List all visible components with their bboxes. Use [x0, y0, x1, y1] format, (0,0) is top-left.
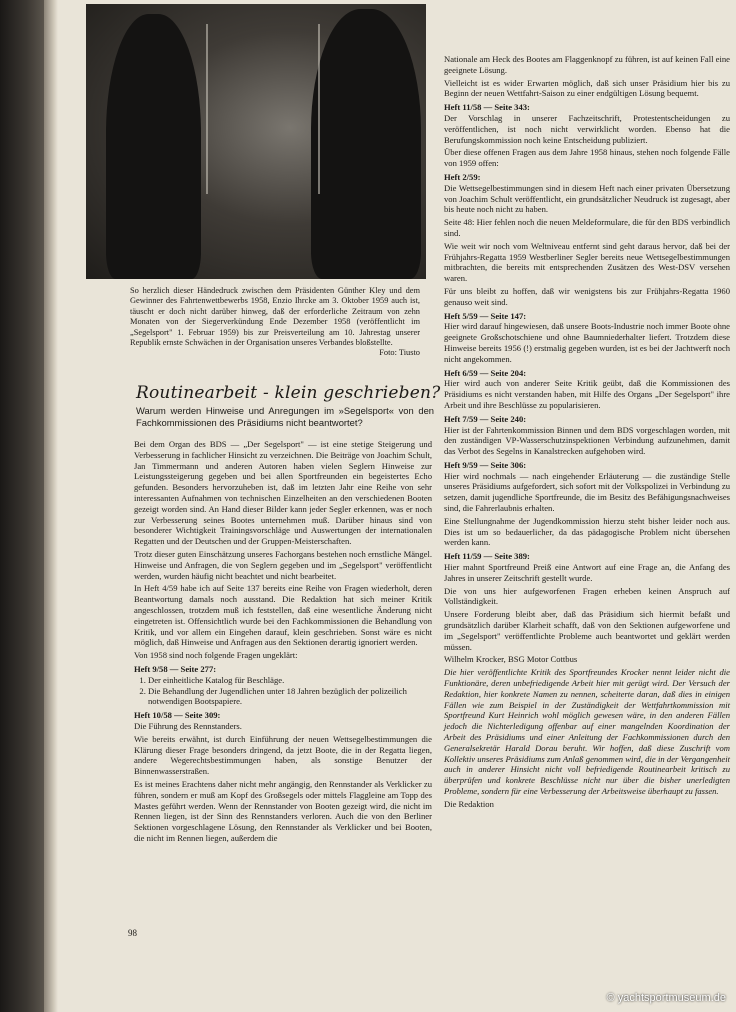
issue-heading: Heft 6/59 — Seite 204: [444, 367, 527, 378]
left-column [134, 439, 432, 846]
right-paragraph: Unsere Forderung bleibt aber, daß das Präsidium sich hiermit befaßt und grundsätzlich darüber Klarheit schafft, daß von den Sektionen aufgeworfene und im „Segelsport" veröffentlichte Probleme auch beantwortet und geklärt werden müssen. [444, 609, 730, 652]
issue-heading: Heft 5/59 — Seite 147: [444, 310, 527, 321]
right-paragraph: Hier ist der Fahrtenkommission Binnen und dem BDS vorgeschlagen worden, mit den zuständigen VP-Wasserschutzinspektionen Verbindung aufzunehmen, damit das Verbot des Segelns in Kanalstrecken aufgehoben wird. [444, 424, 730, 457]
right-paragraph: Für uns bleibt zu hoffen, daß wir wenigstens bis zur Frühjahrs-Regatta 1960 genauso weit sind. [444, 285, 730, 307]
photo-caption [130, 286, 420, 359]
book-spine-shadow [0, 0, 44, 1012]
right-paragraph: Der Vorschlag in unserer Fachzeitschrift, Protestentscheidungen zu veröffentlichen, ist noch nicht verwirklicht worden. Ebenso hat die Berufungskommission noch keine Entscheidung publiziert. [444, 112, 730, 145]
page-gutter [44, 0, 58, 1012]
right-paragraph: Über diese offenen Fragen aus dem Jahre 1958 hinaus, stehen noch folgende Fälle von 1959 offen: [444, 147, 730, 169]
ship-model-shape [206, 24, 320, 194]
editorial-note: Die hier veröffentlichte Kritik des Sportfreundes Krocker nennt leider nicht die Funktionäre, deren unbefriedigende Arbeit hier mit gerügt wird. Der Versuch der Redaktion, hier konkrete Namen zu nennen, scheiterte daran, daß dies in einigen Fällen wie zum Beispiel in der Zuständigkeit der Wettfahrtkommission mit Sportfreund Kurt Heinrich wohl möglich gewesen wäre, in den anderen Fällen jedoch die Nichterledigung offenbar auf einer mangelnden Koordination der Arbeit des Präsidiums und einer Anleitung der Fachkommissionen durch den Generalsekretär Harald Dorau beruht. Wir hoffen, daß diese Zuschrift vom Kollektiv unseres Präsidiums zum Anlaß genommen wird, die in der Vergangenheit auch in anderer Hinsicht nicht voll befriedigende Routinearbeit kritisch zu überprüfen und konkrete Beschlüsse nicht nur über die bisher unerledigten Probleme, sondern für eine Verbesserung der Arbeitsweise überhaupt zu fassen. [444, 667, 730, 796]
right-paragraph: Nationale am Heck des Bootes am Flaggenknopf zu führen, ist auf keinen Fall eine geeignete Lösung. [444, 54, 730, 75]
left-paragraph: Die Führung des Rennstanders. [134, 720, 242, 731]
left-paragraph: Bei dem Organ des BDS — „Der Segelsport" — ist eine stetige Steigerung und Verbesserung in fachlicher Hinsicht zu verzeichnen. Die Beiträge von Joachim Schult, Jan Timmermann und anderen Autoren haben vielen Seglern Hinweise zur Leistungssteigerung gegeben und bei allen Sportfreunden ein begeistertes Echo gefunden. Besonders hervorzuheben ist, daß im letzten Jahr eine Reihe von sehr interessanten Aufnahmen von technischen Einzelheiten an den verschiedenen Booten gezeigt worden sind. An Hand dieser Bilder kann jeder Segler erkennen, was er noch zur Verbesserung seines Bootes unternehmen muß. Darüber hinaus sind von besonderer Wichtigkeit Trainingsvorschläge und Auswertungen der internationalen Regatten und der Deutschen und der Gruppen-Meisterschaften. [134, 439, 432, 547]
issue-heading: Heft 7/59 — Seite 240: [444, 413, 527, 424]
right-paragraph: Hier wird auch von anderer Seite Kritik geübt, daß die Kommissionen des Präsidiums es nicht verstanden haben, mit Hilfe des Organs „Der Segelsport" ihre Arbeit und ihre Beschlüsse zu popularisieren. [444, 378, 730, 410]
left-paragraph: Trotz dieser guten Einschätzung unseres Fachorgans bestehen noch ernstliche Mängel. Hinweise und Anfragen, die von Seglern gegeben und im „Segelsport" veröffentlicht werden, wurden häufig nicht beachtet und nicht bearbeitet. [134, 548, 432, 581]
right-paragraph: Seite 48: Hier fehlen noch die neuen Meldeformulare, die für den BDS verbindlich sind. [444, 217, 730, 238]
left-paragraph: Es ist meines Erachtens daher nicht mehr angängig, den Rennstander als Verklicker zu führen, sondern er muß am Kopf des Großsegels oder mittels Flaggleine am Topp des Mastes geführt werden. Wenn der Rennstander von Booten gezeigt wird, die nicht im Rennen liegen, ist der Sinn des Rennstanders verloren. Auch die von den Berliner Sektionen vorgeschlagene Lösung, den Rennstander als Verklicker und bei Booten, die nicht im Rennen liegen, außerdem die [134, 778, 432, 843]
right-paragraph: Die von uns hier aufgeworfenen Fragen erheben keinen Anspruch auf Vollständigkeit. [444, 585, 730, 607]
right-paragraph: Hier wird nochmals — nach eingehender Erläuterung — die zuständige Stelle unseres Präsidiums aufgefordert, sich sofort mit der Volkspolizei in Verbindung zu setzen, damit jugendliche Sportfreunde, die im Besitz des Befähigungsnachweises sind, die Fahrerlaubnis erhalten. [444, 470, 730, 514]
right-column [444, 54, 730, 812]
left-paragraph: Wie bereits erwähnt, ist durch Einführung der neuen Wettsegelbestimmungen die Klärung dieser Frage besonders dringend, da jetzt Boote, die in der Regatta liegen, andere Wegerechtsbestimmungen haben, als sonstige Benutzer der Binnenwasserstraßen. [134, 733, 432, 777]
right-paragraph: Wie weit wir noch vom Weltniveau entfernt sind geht daraus hervor, daß bei der Frühjahrs-Regatta 1959 Westberliner Segler bereits neue Wettsegelbestimmungen mitbrachten, die bereits mit entsprechenden Zusätzen des West-DSV versehen waren. [444, 240, 730, 284]
right-paragraph: Hier wird darauf hingewiesen, daß unsere Boots-Industrie noch immer Boote ohne geeignete Großschotschiene und ohne Baumniederhalter liefert. Trotzdem diese Hinweise bereits 1956 (!) erstmalig gegeben wurden, ist es bei der Jachtwerft noch nicht angekommen. [444, 321, 730, 364]
author-signature: Wilhelm Krocker, BSG Motor Cottbus [444, 654, 578, 665]
article-subheadline: Warum werden Hinweise und Anregungen im »Segelsport« von den Fachkommissionen des Präsidiums nicht beantwortet? [136, 405, 434, 428]
issue-heading: Heft 10/58 — Seite 309: [134, 710, 221, 721]
list-item: 2. Die Behandlung der Jugendlichen unter 18 Jahren bezüglich der polizeilich notwendigen Bootspapiere. [148, 686, 432, 708]
left-paragraph: Von 1958 sind noch folgende Fragen ungeklärt: [134, 650, 298, 661]
issue-heading: Heft 9/59 — Seite 306: [444, 459, 527, 470]
left-paragraph: In Heft 4/59 habe ich auf Seite 137 bereits eine Reihe von Fragen wiederholt, deren Beantwortung damals noch ausstand. Die Redaktion hat sich meiner Kritik angeschlossen, trotzdem muß ich feststellen, daß eine wesentliche Änderung nicht eingetreten ist. Offensichtlich wurde bei den Fachkommissionen die Behandlung von Kritik, und vor allem ein Eingehen darauf, klein geschrieben. Sonst wäre es nicht möglich, daß Hinweise und Anfragen aus den Sektionen derartig ignoriert werden. [134, 583, 432, 648]
photo-figure-left [106, 14, 201, 279]
caption-text: So herzlich dieser Händedruck zwischen dem Präsidenten Günther Kley und dem Gewinner des Fahrtenwettbewerbs 1958, Enzio Ihrcke am 3. Oktober 1959 auch ist, täuscht er doch nicht darüber hinweg, daß der erforderliche Zeitraum von zehn Monaten von der Siegerverkündung Ende Dezember 1958 (veröffentlicht im „Segelsport" 1. Februar 1959) bis zur Preisverteilung am 10. Jahrestag unserer Republik ernste Schwächen in der Organisation unseres Verbandes bloßstellte. [130, 286, 420, 348]
issue-heading: Heft 9/58 — Seite 277: [134, 663, 217, 674]
page-number: 98 [128, 928, 137, 938]
open-questions-list [148, 675, 432, 707]
issue-heading: Heft 2/59: [444, 171, 481, 182]
right-paragraph: Eine Stellungnahme der Jugendkommission hierzu steht bisher leider noch aus. Dies ist um so bedauerlicher, da das pädagogische Problem nicht übersehen werden kann. [444, 515, 730, 548]
list-item: 1. Der einheitliche Katalog für Beschläge. [148, 675, 432, 686]
photo-figure-right [311, 9, 421, 279]
copyright-watermark: © yachtsportmuseum.de [606, 992, 726, 1004]
right-paragraph: Vielleicht ist es wider Erwarten möglich, daß sich unser Präsidium hier bis zu Beginn der neuen Wettfahrt-Saison zu einer endgültigen Lösung bequemt. [444, 77, 730, 99]
photo-credit: Foto: Tiusto [379, 348, 420, 358]
handshake-photo [86, 4, 426, 279]
right-paragraph: Hier mahnt Sportfreund Preiß eine Antwort auf eine Frage an, die Anfang des Jahres in unserer Zeitschrift gestellt wurde. [444, 562, 730, 583]
issue-heading: Heft 11/59 — Seite 389: [444, 551, 530, 562]
editorial-signature: Die Redaktion [444, 798, 494, 809]
issue-heading: Heft 11/58 — Seite 343: [444, 102, 530, 113]
right-paragraph: Die Wettsegelbestimmungen sind in diesem Heft nach einer privaten Übersetzung von Joachim Schult veröffentlicht, ein grundsätzlicher Neudruck ist zugesagt, aber bis heute noch nicht zu haben. [444, 182, 730, 215]
article-headline: Routinearbeit - klein geschrieben? [136, 383, 441, 403]
